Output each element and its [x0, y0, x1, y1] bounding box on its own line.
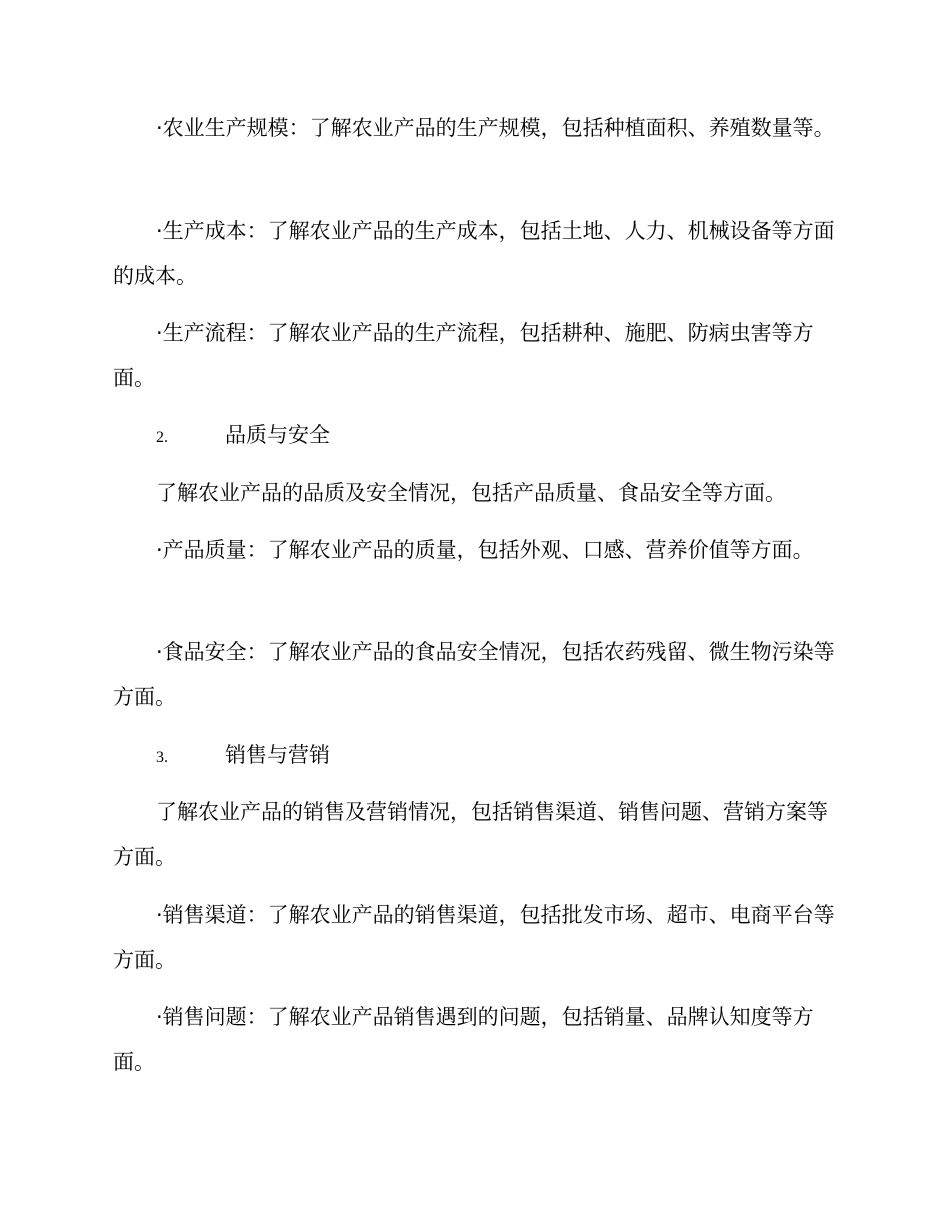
paragraph-food-safety: ·食品安全：了解农业产品的食品安全情况，包括农药残留、微生物污染等方面。	[113, 640, 835, 709]
section-title: 品质与安全	[225, 423, 330, 447]
paragraph-product-quality: ·产品质量：了解农业产品的质量，包括外观、口感、营养价值等方面。	[156, 538, 814, 562]
paragraph-production-cost: ·生产成本：了解农业产品的生产成本，包括土地、人力、机械设备等方面的成本。	[113, 219, 835, 288]
section-heading-quality-safety	[156, 413, 330, 460]
section-heading-sales-marketing	[156, 733, 330, 780]
paragraph-quality-safety-intro: 了解农业产品的品质及安全情况，包括产品质量、食品安全等方面。	[156, 481, 786, 505]
paragraph-sales-problems: ·销售问题：了解农业产品销售遇到的问题，包括销量、品牌认知度等方面。	[113, 1005, 814, 1074]
paragraph-production-scale: ·农业生产规模：了解农业产品的生产规模，包括种植面积、养殖数量等。	[156, 116, 835, 140]
section-number: 2.	[156, 429, 168, 446]
paragraph-sales-marketing-intro: 了解农业产品的销售及营销情况，包括销售渠道、销售问题、营销方案等方面。	[113, 800, 828, 869]
section-title: 销售与营销	[225, 743, 330, 767]
paragraph-sales-channels: ·销售渠道：了解农业产品的销售渠道，包括批发市场、超市、电商平台等方面。	[113, 903, 835, 972]
paragraph-production-process: ·生产流程：了解农业产品的生产流程，包括耕种、施肥、防病虫害等方面。	[113, 321, 814, 390]
section-number: 3.	[156, 749, 168, 766]
